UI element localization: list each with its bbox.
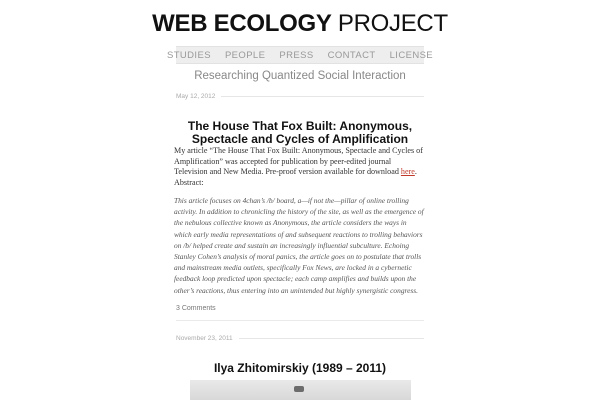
post-date: May 12, 2012 [176,92,216,100]
nav-item-people[interactable]: PEOPLE [224,49,266,61]
image-detail [294,386,304,392]
nav-item-contact[interactable]: CONTACT [327,49,376,61]
post-date: November 23, 2011 [176,334,233,342]
comments-link[interactable]: 3 Comments [176,305,216,312]
post-body [174,146,426,303]
nav-item-license[interactable]: LICENSE [389,49,434,61]
post-date-row [176,332,424,344]
post-abstract: This article focuses on 4chan’s /b/ board, a—if not the—pillar of online trolling activity. In addition to chronicling the history of the site, as well as the emergence of the nebulous collective known as Anonymous, the article considers the ways in which early media representations of and subsequent reactions to trolling behaviors on /b/ helped create and sustain an increasingly influential subculture. Echoing Stanley Cohen’s analysis of moral panics, the article goes on to postulate that trolls and mainstream media outlets, specifically Fox News, are locked in a cybernetic feedback loop predicted upon spectacle; each camp amplifies and builds upon the other’s reactions, thus entering into an unintended but highly synergistic congress. [174,196,424,295]
main-nav [166,46,434,64]
nav-item-studies[interactable]: STUDIES [166,49,211,61]
post-title-link[interactable]: The House That Fox Built: Anonymous, Spectacle and Cycles of Amplification [187,119,413,146]
post-intro [174,146,426,188]
post-intro-text: My article “The House That Fox Built: Anonymous, Spectacle and Cycles of Amplification” was accepted for publication by peer-edited journal Television and New Media. Pre-proof version available for download [174,146,423,176]
post-intro-tail: . Abstract: [174,167,417,187]
post-separator [176,320,424,321]
site-title-light: PROJECT [337,10,448,37]
download-link[interactable]: here [400,167,415,176]
post-title-link[interactable]: Ilya Zhitomirskiy (1989 – 2011) [213,361,387,375]
divider [221,96,424,97]
post-date-row [176,90,424,102]
divider [239,338,424,339]
site-logo[interactable] [0,10,600,38]
post-image[interactable] [190,380,411,400]
nav-item-press[interactable]: PRESS [279,49,314,61]
site-tagline: Researching Quantized Social Interaction [194,70,406,82]
site-title-bold: WEB ECOLOGY [152,10,332,37]
